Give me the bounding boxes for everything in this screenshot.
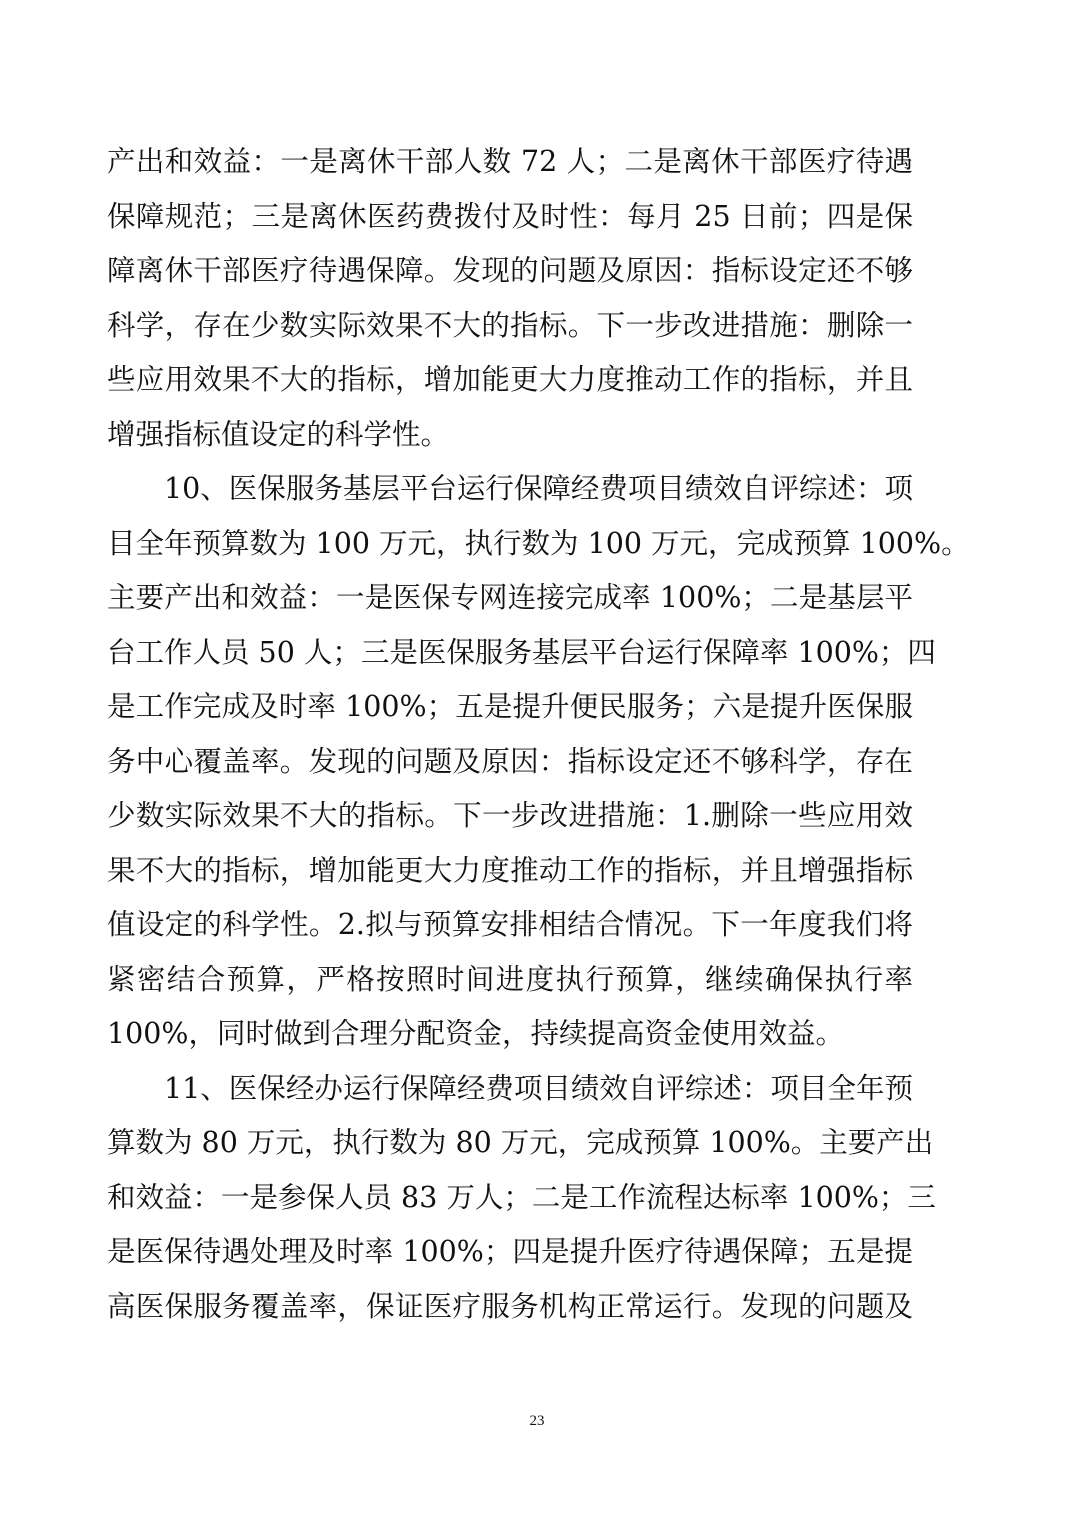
text-line: 高医保服务覆盖率，保证医疗服务机构正常运行。发现的问题及 — [107, 1289, 913, 1323]
text-line: 台工作人员 50 人；三是医保服务基层平台运行保障率 100%；四 — [107, 635, 936, 669]
text-line: 10、医保服务基层平台运行保障经费项目绩效自评综述：项 — [107, 472, 913, 505]
text-line: 少数实际效果不大的指标。下一步改进措施：1.删除一些应用效 — [107, 799, 913, 832]
text-line: 值设定的科学性。2.拟与预算安排相结合情况。下一年度我们将 — [107, 908, 913, 941]
text-line: 果不大的指标，增加能更大力度推动工作的指标，并且增强指标 — [107, 853, 913, 887]
text-line: 是医保待遇处理及时率 100%；四是提升医疗待遇保障；五是提 — [107, 1235, 913, 1268]
text-line: 些应用效果不大的指标，增加能更大力度推动工作的指标，并且 — [107, 363, 913, 396]
text-line: 是工作完成及时率 100%；五是提升便民服务；六是提升医保服 — [107, 690, 913, 723]
text-line: 务中心覆盖率。发现的问题及原因：指标设定还不够科学，存在 — [107, 744, 913, 778]
text-line: 算数为 80 万元，执行数为 80 万元，完成预算 100%。主要产出 — [107, 1126, 934, 1159]
text-line: 科学，存在少数实际效果不大的指标。下一步改进措施：删除一 — [107, 308, 913, 342]
text-line: 保障规范；三是离休医药费拨付及时性：每月 25 日前；四是保 — [107, 199, 913, 233]
page-number: 23 — [529, 1413, 545, 1429]
body-text — [107, 135, 970, 1334]
text-line: 主要产出和效益：一是医保专网连接完成率 100%；二是基层平 — [107, 581, 913, 614]
text-line: 11、医保经办运行保障经费项目绩效自评综述：项目全年预 — [107, 1071, 913, 1105]
text-line: 目全年预算数为 100 万元，执行数为 100 万元，完成预算 100%。 — [107, 526, 970, 560]
text-line: 100%，同时做到合理分配资金，持续提高资金使用效益。 — [107, 1017, 844, 1050]
text-line: 和效益：一是参保人员 83 万人；二是工作流程达标率 100%；三 — [107, 1180, 936, 1214]
text-line: 产出和效益：一是离休干部人数 72 人；二是离休干部医疗待遇 — [107, 145, 913, 178]
text-line: 紧密结合预算，严格按照时间进度执行预算，继续确保执行率 — [107, 962, 913, 996]
text-line: 增强指标值设定的科学性。 — [107, 417, 450, 451]
text-line: 障离休干部医疗待遇保障。发现的问题及原因：指标设定还不够 — [107, 254, 913, 287]
